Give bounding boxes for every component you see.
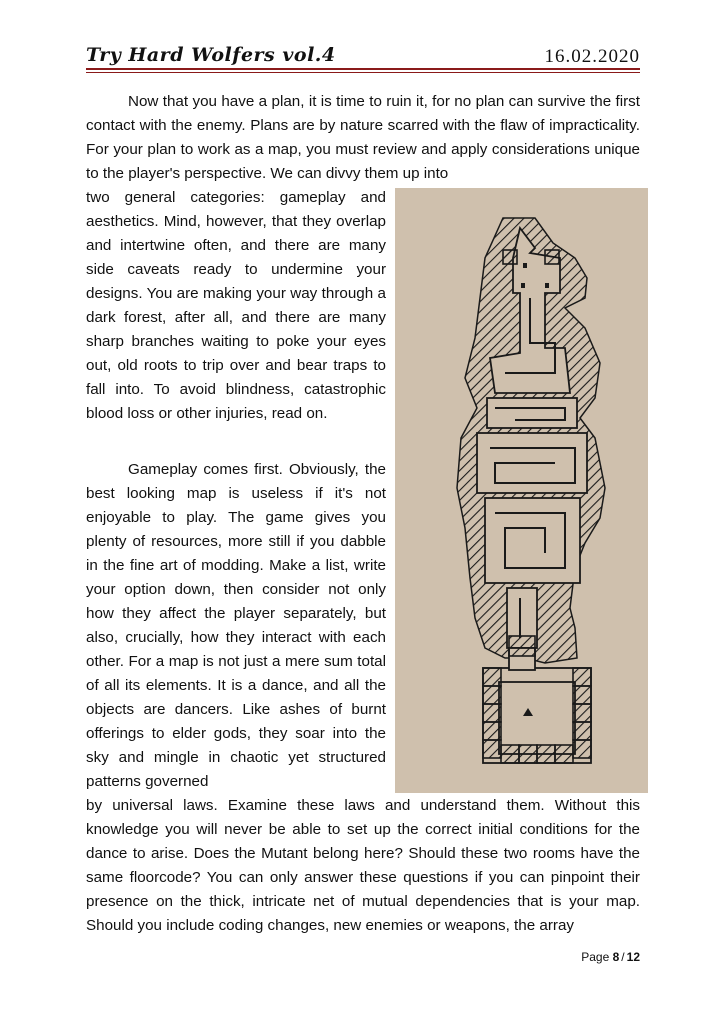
page-label: Page — [581, 950, 613, 964]
paragraph-categories: two general categories: gameplay and aesthetics. Mind, however, that they overlap and intertwine often, and there are many side caveats ready to undermine your designs. You are making your way through a dark forest, after all, and there are many sharp branches waiting to poke your eyes out, old roots to trip over and bear traps to fall into. To avoid blindness, catastrophic blood loss or other injuries, read on. — [86, 189, 386, 422]
magazine-title: Try Hard Wolfers vol.4 — [86, 44, 336, 66]
total-pages: 12 — [626, 950, 640, 964]
paragraph-intro: Now that you have a plan, it is time to ruin it, for no plan can survive the first contact with the enemy. Plans are by nature scarred with the flaw of impracticality. For your plan to work as a map, you must review and apply considerations unique to the player's perspective. We can divvy them up into — [86, 93, 640, 182]
page-number — [581, 950, 640, 964]
paragraph-gameplay: Gameplay comes first. Obviously, the best looking map is useless if it's not enjoyable to play. The game gives you plenty of resources, more still if you dabble in the fine art of modding. Make a list, write your option down, then consider not only how they affect the player separately, but also, crucially, how they interact with each other. For a map is not just a mere sum total of all its elements. It is a dance, and all the objects are dancers. Like ashes of burnt offerings to elder gods, they soar into the sky and mingle in chaotic yet structured patterns governed — [86, 461, 386, 790]
issue-date: 16.02.2020 — [544, 46, 640, 67]
current-page: 8 — [612, 950, 620, 964]
page-header — [86, 38, 640, 68]
page-separator: / — [621, 950, 625, 964]
paragraph-gameplay-continued: by universal laws. Examine these laws and understand them. Without this knowledge you will never be able to set up the correct initial conditions for the dance to arise. Does the Mutant belong here? Should these two rooms have the same floorcode? You can only answer these questions if you can pinpoint their presence on the thick, intricate net of mutual dependencies that is your map. Should you include coding changes, new enemies or weapons, the array — [86, 797, 640, 934]
header-rule-thin — [86, 72, 640, 73]
hand-drawn-map-sketch — [395, 188, 648, 793]
header-rule — [86, 68, 640, 70]
map-drawing — [395, 188, 648, 793]
